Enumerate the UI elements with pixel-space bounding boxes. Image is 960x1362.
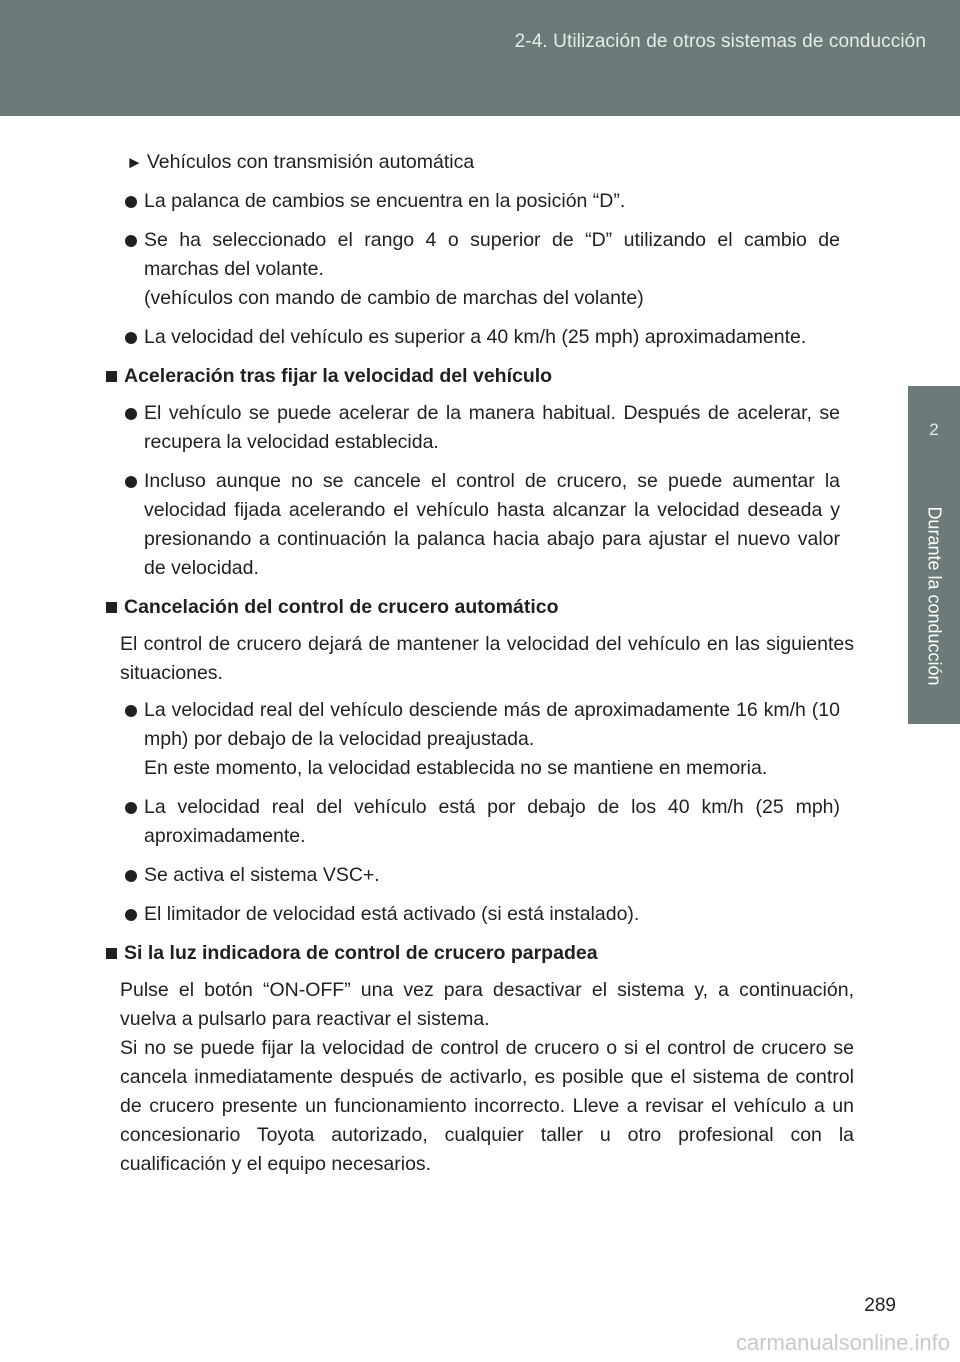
section-heading: Cancelación del control de crucero automático [106, 593, 854, 622]
paragraph: Si no se puede fijar la velocidad de control de crucero o si el control de crucero se cancela inmediatamente después de activarlo, es posible que el sistema de control de crucero presente un funcionamiento incorrecto. Lleve a revisar el vehículo a un concesionario Toyota autorizado, cualquier taller u otro profesional con la cualificación y el equipo necesarios. [120, 1037, 854, 1175]
chapter-label: Durante la conducción [924, 506, 945, 686]
page-content [106, 148, 854, 1187]
subheading-text: Vehículos con transmisión automática [146, 151, 475, 173]
list-item: Incluso aunque no se cancele el control de crucero, se puede aumentar la velocidad fijada acelerando el vehículo hasta alcanzar la velocidad deseada y presionando a continuación la palanca hacia abajo para ajustar el nuevo valor de velocidad. [106, 467, 840, 583]
bullet-icon [125, 705, 137, 717]
bullet-icon [125, 196, 137, 208]
list-item: La velocidad real del vehículo desciende más de aproximadamente 16 km/h (10 mph) por debajo de la velocidad preajustada. En este momento, la velocidad establecida no se mantiene en memoria. [106, 696, 840, 783]
section-heading: Aceleración tras fijar la velocidad del vehículo [106, 362, 854, 391]
bullet-icon [125, 802, 137, 814]
section-title: 2-4. Utilización de otros sistemas de conducción [514, 31, 926, 52]
list-item: La velocidad del vehículo es superior a 40 km/h (25 mph) aproximadamente. [106, 323, 840, 352]
subheading [126, 148, 854, 177]
bullet-icon [125, 408, 137, 420]
bullet-icon [125, 909, 137, 921]
list-item: La palanca de cambios se encuentra en la posición “D”. [106, 187, 840, 216]
bullet-note: (vehículos con mando de cambio de marchas del volante) [144, 287, 644, 309]
bullet-icon [125, 332, 137, 344]
section-heading: Si la luz indicadora de control de crucero parpadea [106, 939, 854, 968]
triangle-right-icon: ► [126, 153, 143, 172]
list-item: Se ha seleccionado el rango 4 o superior de “D” utilizando el cambio de marchas del volante. (vehículos con mando de cambio de marchas del volante) [106, 226, 840, 313]
bullet-icon [125, 235, 137, 247]
bullet-icon [125, 476, 137, 488]
list-item: Se activa el sistema VSC+. [106, 861, 840, 890]
bullet-note: En este momento, la velocidad establecida no se mantiene en memoria. [144, 757, 768, 779]
list-item: El vehículo se puede acelerar de la manera habitual. Después de acelerar, se recupera la velocidad establecida. [106, 399, 840, 457]
page-header [0, 0, 960, 116]
chapter-number: 2 [929, 420, 939, 439]
square-bullet-icon [106, 371, 117, 382]
list-item: El limitador de velocidad está activado (si está instalado). [106, 900, 840, 929]
paragraph: El control de crucero dejará de mantener la velocidad del vehículo en las siguientes situaciones. [120, 633, 854, 684]
bullet-icon [125, 870, 137, 882]
square-bullet-icon [106, 602, 117, 613]
chapter-tab-number [908, 386, 960, 468]
page-number: 289 [864, 1295, 896, 1316]
watermark: carmanualsonline.info [735, 1330, 950, 1355]
square-bullet-icon [106, 948, 117, 959]
paragraph: Pulse el botón “ON-OFF” una vez para desactivar el sistema y, a continuación, vuelva a pulsarlo para reactivar el sistema. [120, 979, 854, 1030]
list-item: La velocidad real del vehículo está por debajo de los 40 km/h (25 mph) aproximadamente. [106, 793, 840, 851]
